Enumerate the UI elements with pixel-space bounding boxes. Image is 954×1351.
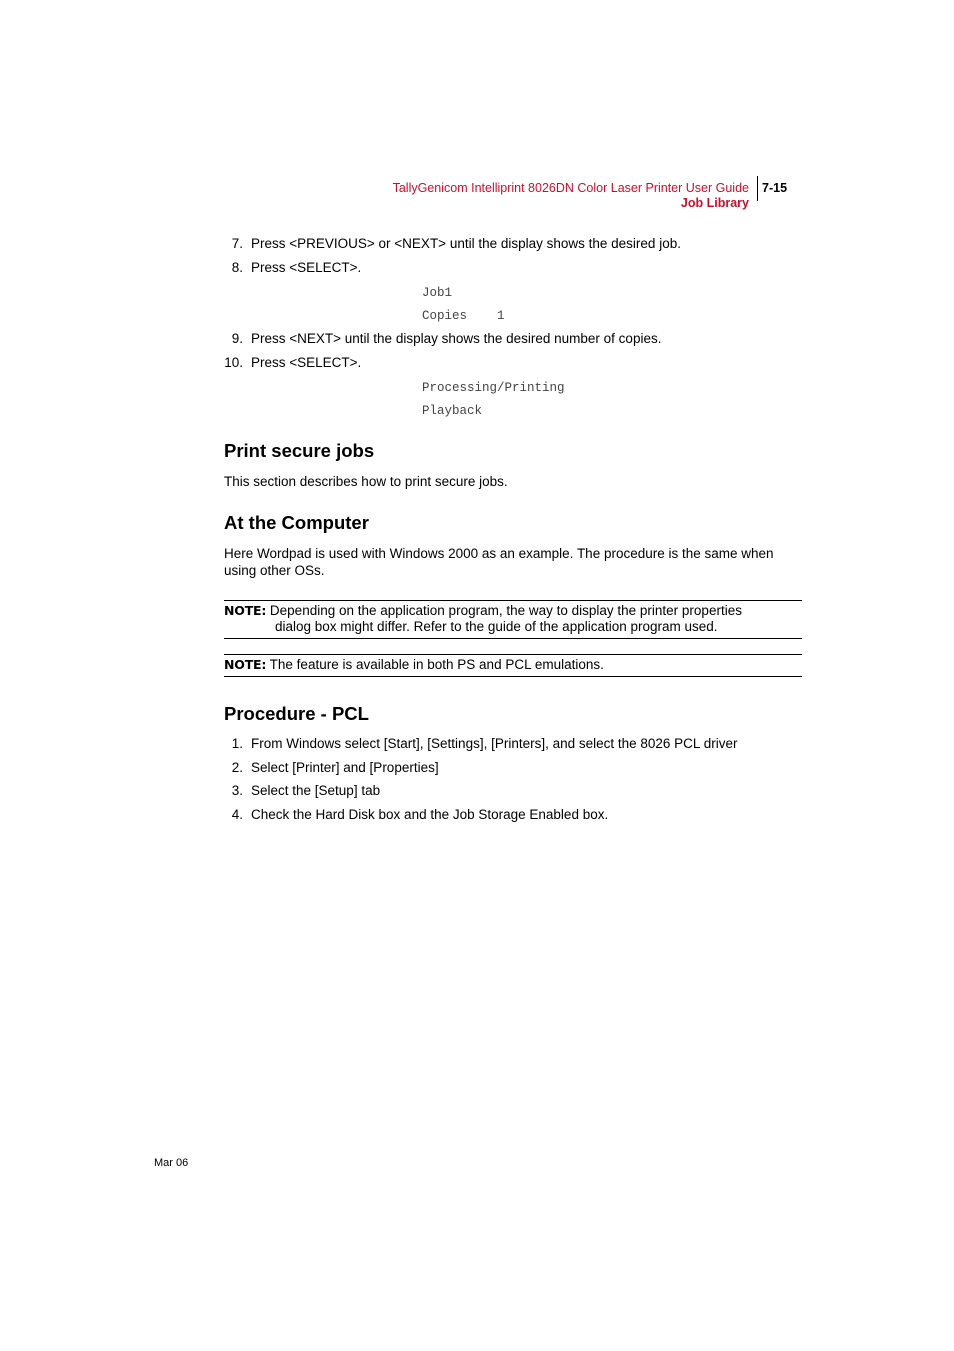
running-header-section: Job Library <box>680 196 749 210</box>
step-number: 9. <box>231 331 243 346</box>
note-rule <box>224 638 802 639</box>
step-number: 1. <box>231 736 243 751</box>
running-header-title: TallyGenicom Intelliprint 8026DN Color Laser Printer User Guide <box>392 181 749 195</box>
display-line: Playback <box>422 404 483 418</box>
step-number: 8. <box>231 260 243 275</box>
list-item <box>224 355 362 370</box>
step-text: Select [Printer] and [Properties] <box>251 760 439 775</box>
note-text: The feature is available in both PS and PCL emulations. <box>269 657 604 672</box>
section-heading: Procedure - PCL <box>224 703 369 724</box>
page-number: 7-15 <box>762 181 788 195</box>
note <box>224 657 802 673</box>
note-rule <box>224 676 802 677</box>
section-heading: At the Computer <box>224 512 369 533</box>
step-number: 2. <box>231 760 243 775</box>
step-text: Select the [Setup] tab <box>251 783 381 798</box>
step-number: 4. <box>231 807 243 822</box>
list-item <box>231 760 439 775</box>
list-item <box>231 236 681 251</box>
step-number: 10. <box>224 355 243 370</box>
step-text: Press <SELECT>. <box>251 355 362 370</box>
footer-date: Mar 06 <box>154 1157 189 1169</box>
list-item <box>231 807 609 822</box>
note-label: NOTE: <box>224 603 267 618</box>
step-text: From Windows select [Start], [Settings], [Printers], and select the 8026 PCL driver <box>251 736 738 751</box>
note <box>224 603 802 635</box>
section-paragraph: This section describes how to print secure jobs. <box>224 474 508 489</box>
step-number: 7. <box>231 236 243 251</box>
note-rule <box>224 600 802 601</box>
display-line: Copies 1 <box>422 309 505 323</box>
step-text: Press <NEXT> until the display shows the desired number of copies. <box>251 331 662 346</box>
display-line: Processing/Printing <box>422 381 565 395</box>
step-number: 3. <box>231 783 243 798</box>
list-item <box>231 736 738 751</box>
display-line: Job1 <box>422 286 453 300</box>
note-text-continued: dialog box might differ. Refer to the guide of the application program used. <box>275 619 718 634</box>
list-item <box>231 260 362 275</box>
note-text: Depending on the application program, the way to display the printer properties <box>269 603 742 618</box>
section-paragraph: Here Wordpad is used with Windows 2000 as an example. The procedure is the same when using other OSs. <box>224 546 774 578</box>
note-rule <box>224 654 802 655</box>
list-item <box>231 331 662 346</box>
list-item <box>231 783 381 798</box>
header-divider <box>757 176 758 201</box>
section-heading: Print secure jobs <box>224 440 375 461</box>
note-label: NOTE: <box>224 657 267 672</box>
step-text: Check the Hard Disk box and the Job Storage Enabled box. <box>251 807 609 822</box>
step-text: Press <SELECT>. <box>251 260 362 275</box>
step-text: Press <PREVIOUS> or <NEXT> until the display shows the desired job. <box>251 236 681 251</box>
